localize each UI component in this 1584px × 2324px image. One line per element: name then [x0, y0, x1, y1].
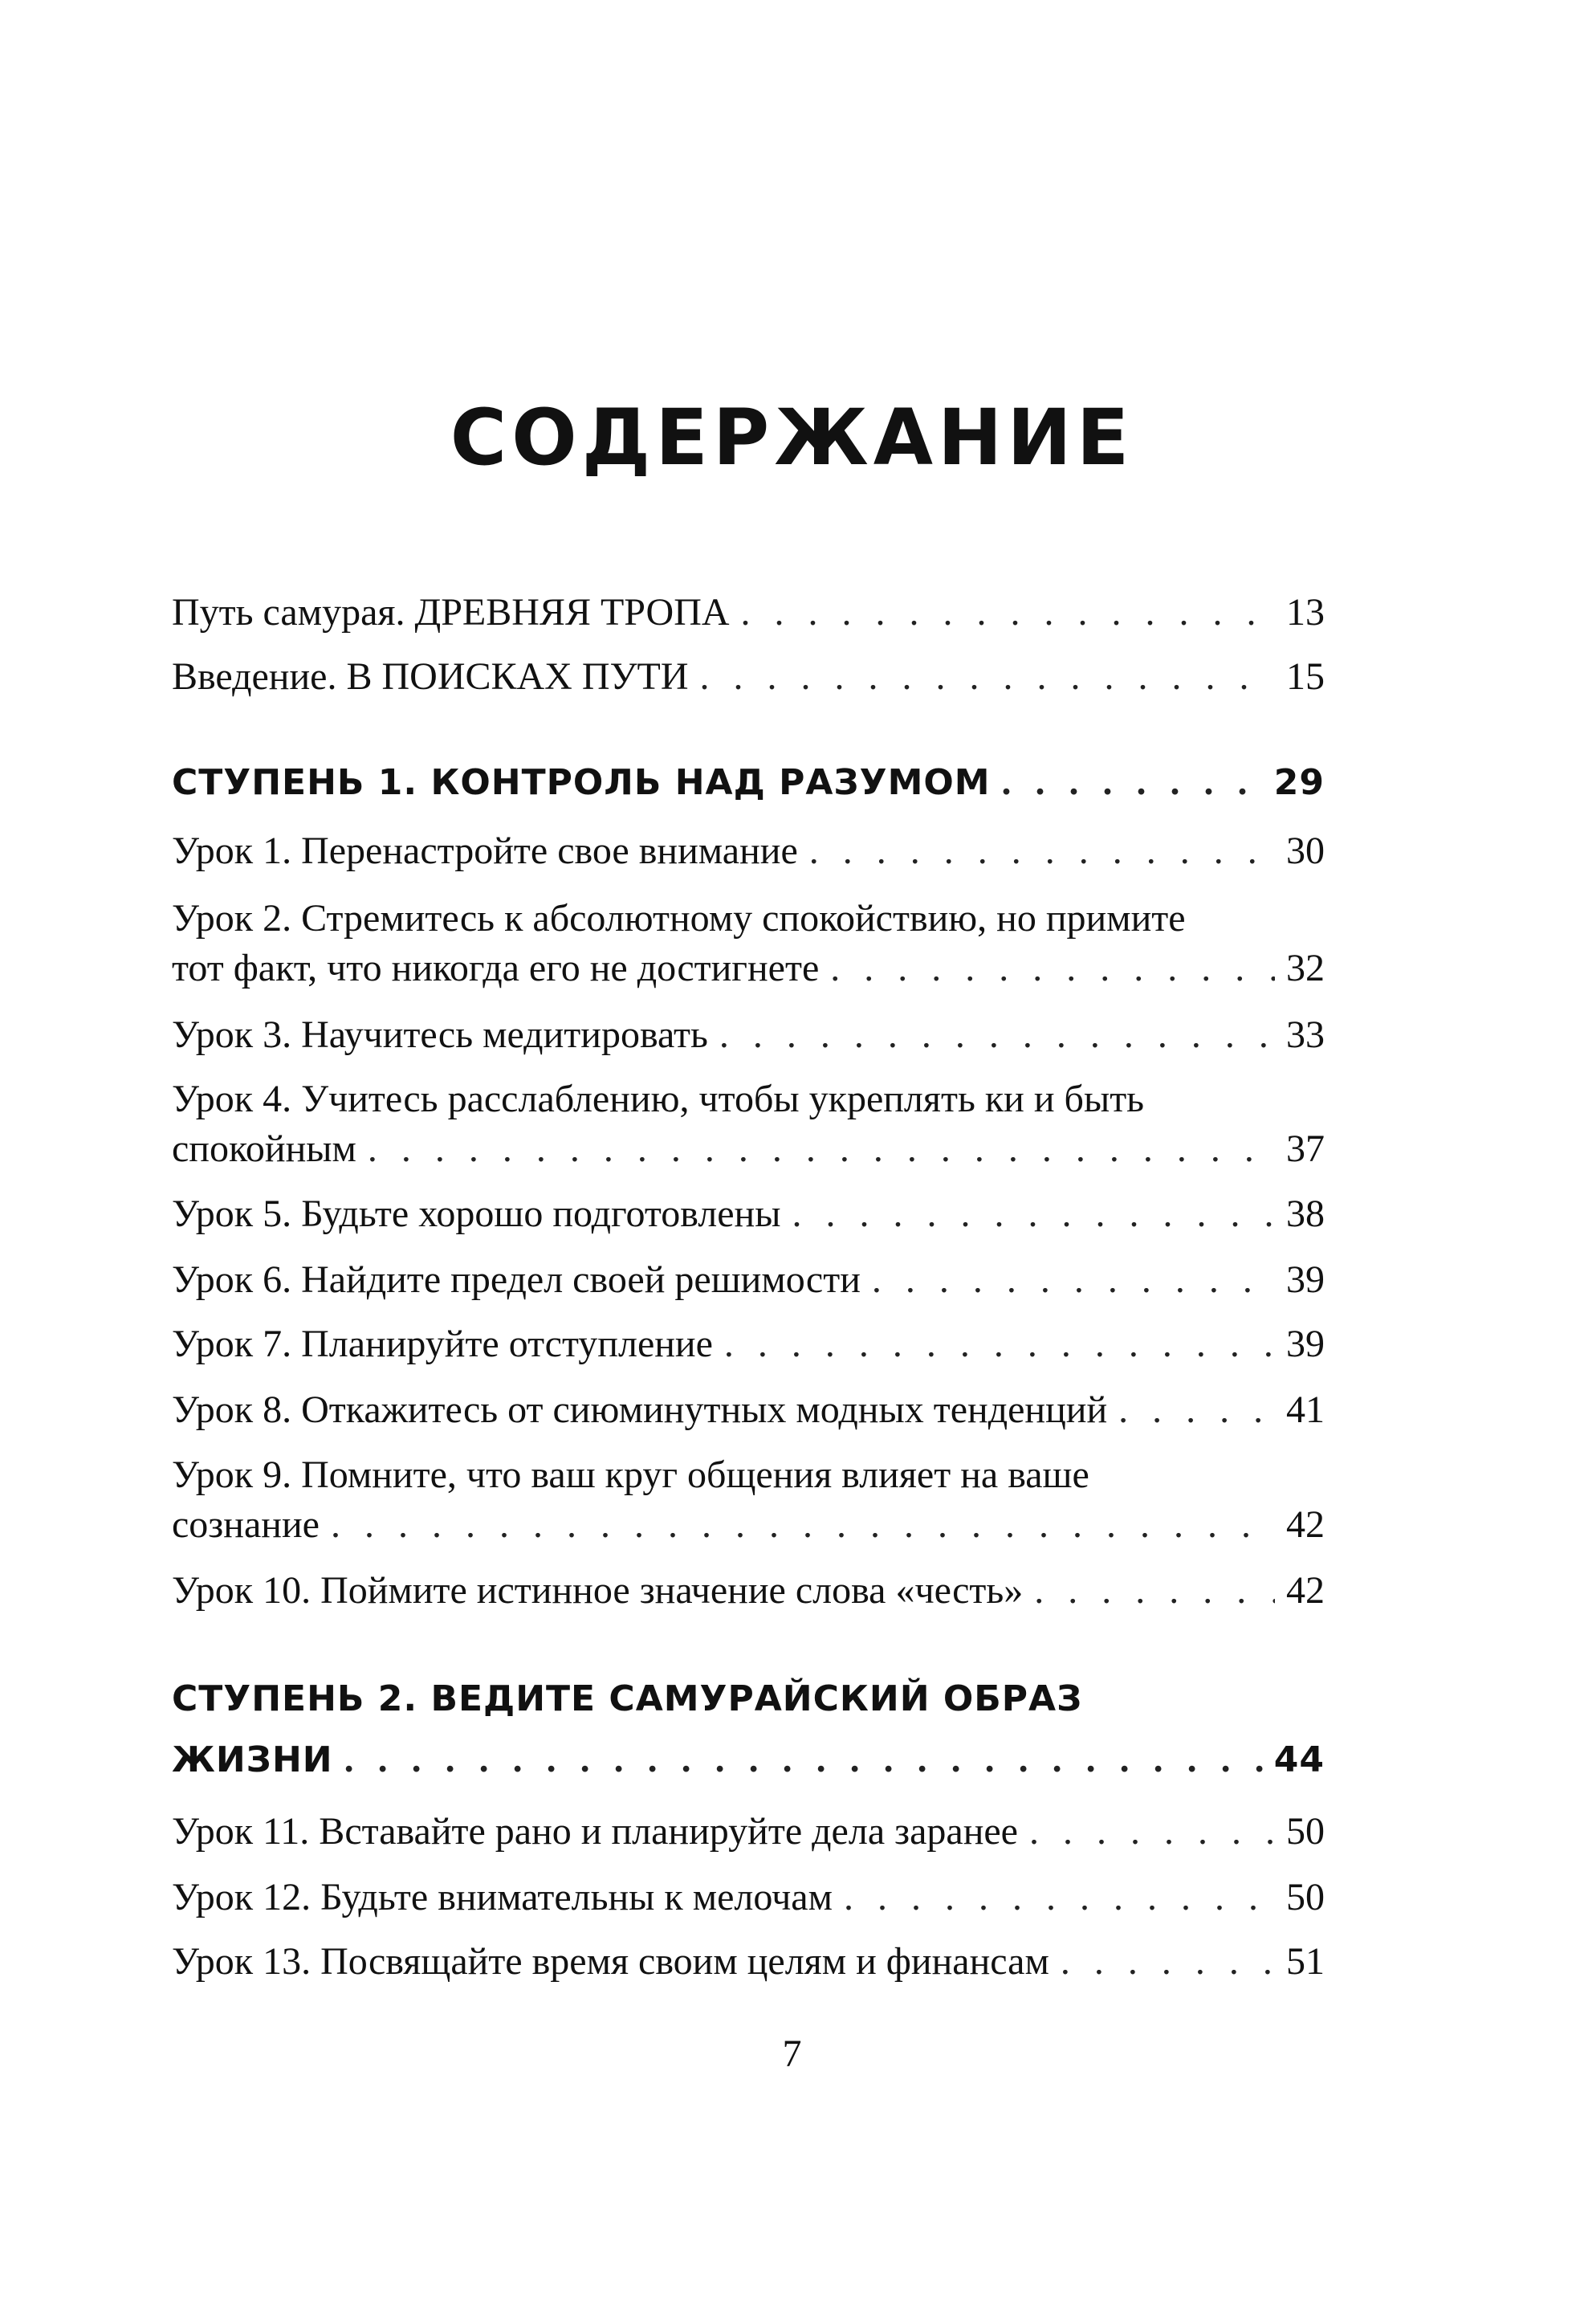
dot-leader	[1034, 1568, 1275, 1613]
toc-entry-path-of-samurai[interactable]	[172, 590, 1325, 640]
dot-leader	[1002, 760, 1263, 804]
dot-leader	[809, 829, 1275, 873]
toc-page-number: 41	[1286, 1388, 1325, 1431]
toc-entry-lesson-12[interactable]	[172, 1875, 1325, 1925]
toc-entry-lesson-5[interactable]	[172, 1192, 1325, 1242]
dot-leader	[844, 1875, 1275, 1919]
toc-page-number: 39	[1286, 1258, 1325, 1301]
toc-entry-lesson-13[interactable]	[172, 1939, 1325, 1989]
dot-leader	[1061, 1939, 1275, 1984]
toc-entry-lesson-9[interactable]	[172, 1453, 1325, 1552]
toc-page-number: 30	[1286, 830, 1325, 872]
toc-entry-introduction[interactable]	[172, 654, 1325, 704]
toc-page-number: 42	[1286, 1569, 1325, 1612]
toc-page-number: 50	[1286, 1810, 1325, 1853]
toc-entry-title: Введение. В ПОИСКАХ ПУТИ	[172, 655, 689, 698]
toc-entry-title-line-2: сознание	[172, 1503, 320, 1546]
dot-leader	[719, 1013, 1275, 1057]
page-title: СОДЕРЖАНИЕ	[450, 393, 1134, 483]
dot-leader	[741, 590, 1275, 634]
toc-entry-title: Урок 8. Откажитесь от сиюминутных модных тенденций	[172, 1388, 1108, 1431]
toc-entry-title-line-2: тот факт, что никогда его не достигнете	[172, 947, 820, 989]
toc-entry-title: Урок 6. Найдите предел своей решимости	[172, 1258, 861, 1301]
toc-entry-lesson-7[interactable]	[172, 1322, 1325, 1372]
toc-entry-lesson-10[interactable]	[172, 1568, 1325, 1618]
dot-leader	[1118, 1388, 1275, 1432]
dot-leader	[331, 1502, 1275, 1547]
page-number: 7	[782, 2032, 802, 2075]
toc-section-step-2[interactable]	[172, 1678, 1325, 1787]
toc-entry-title: Урок 11. Вставайте рано и планируйте дела заранее	[172, 1810, 1018, 1853]
toc-page-number: 44	[1273, 1739, 1325, 1780]
toc-entry-lesson-4[interactable]	[172, 1077, 1325, 1176]
dot-leader	[872, 1258, 1275, 1302]
toc-page-number: 32	[1286, 947, 1325, 989]
toc-entry-title: Урок 10. Поймите истинное значение слова «честь»	[172, 1569, 1024, 1612]
toc-entry-title-line-1: Урок 4. Учитесь расслаблению, чтобы укреплять ки и быть	[172, 1078, 1145, 1120]
dot-leader	[699, 654, 1275, 699]
toc-entry-title: Урок 12. Будьте внимательны к мелочам	[172, 1876, 833, 1918]
toc-page-number: 13	[1286, 591, 1325, 634]
toc-entry-lesson-2[interactable]	[172, 896, 1325, 996]
toc-entry-title: Урок 1. Перенастройте свое внимание	[172, 830, 798, 872]
section-title: СТУПЕНЬ 1. КОНТРОЛЬ НАД РАЗУМОМ	[172, 762, 991, 803]
toc-entry-title-line-1: Урок 9. Помните, что ваш круг общения влияет на ваше	[172, 1454, 1089, 1496]
section-title-line-1: СТУПЕНЬ 2. ВЕДИТЕ САМУРАЙСКИЙ ОБРАЗ	[172, 1678, 1083, 1719]
toc-page-number: 38	[1286, 1193, 1325, 1235]
toc-entry-title: Урок 5. Будьте хорошо подготовлены	[172, 1193, 781, 1235]
dot-leader	[368, 1127, 1275, 1171]
dot-leader	[724, 1322, 1275, 1366]
toc-page-number: 15	[1286, 655, 1325, 698]
toc-entry-lesson-1[interactable]	[172, 829, 1325, 879]
toc-entry-title: Урок 3. Научитесь медитировать	[172, 1013, 708, 1056]
toc-page-number: 42	[1286, 1503, 1325, 1546]
section-title-line-2: ЖИЗНИ	[172, 1739, 333, 1780]
toc-entry-title: Путь самурая. ДРЕВНЯЯ ТРОПА	[172, 591, 730, 634]
toc-entry-title: Урок 13. Посвящайте время своим целям и финансам	[172, 1940, 1049, 1983]
toc-page-number: 50	[1286, 1876, 1325, 1918]
toc-entry-title-line-1: Урок 2. Стремитесь к абсолютному спокойствию, но примите	[172, 897, 1186, 940]
toc-page-number: 39	[1286, 1323, 1325, 1365]
toc-entry-lesson-8[interactable]	[172, 1388, 1325, 1437]
toc-page-number: 51	[1286, 1940, 1325, 1983]
toc-section-step-1[interactable]	[172, 760, 1325, 809]
dot-leader	[1029, 1809, 1275, 1853]
toc-entry-lesson-11[interactable]	[172, 1809, 1325, 1859]
toc-page-number: 29	[1273, 762, 1325, 803]
toc-page-number: 33	[1286, 1013, 1325, 1056]
dot-leader	[792, 1192, 1275, 1236]
toc-page-number: 37	[1286, 1127, 1325, 1170]
toc-entry-title-line-2: спокойным	[172, 1127, 356, 1170]
dot-leader	[344, 1737, 1263, 1781]
toc-entry-lesson-3[interactable]	[172, 1013, 1325, 1062]
dot-leader	[830, 946, 1275, 990]
toc-entry-lesson-6[interactable]	[172, 1258, 1325, 1307]
toc-entry-title: Урок 7. Планируйте отступление	[172, 1323, 713, 1365]
